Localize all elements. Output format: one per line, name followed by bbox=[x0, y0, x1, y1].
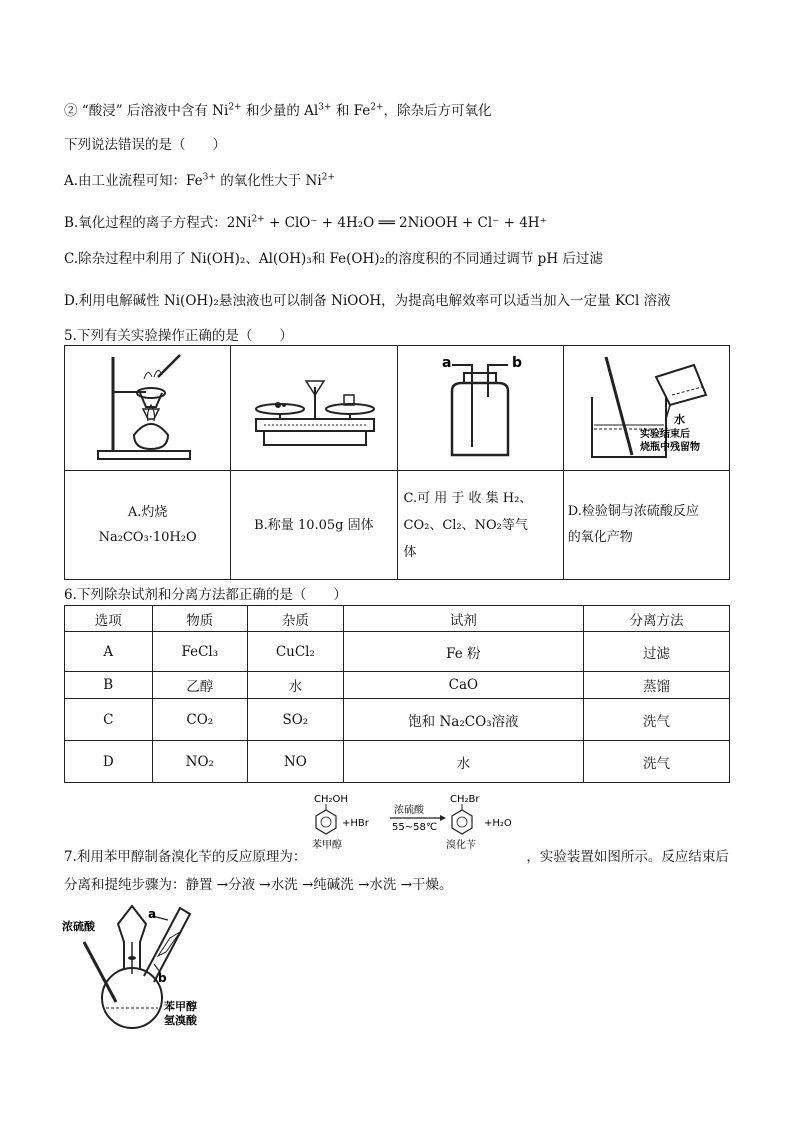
header-option: 选项 bbox=[65, 606, 153, 632]
label-hbr: 氢溴酸 bbox=[164, 1014, 197, 1027]
q5-caption-a bbox=[65, 471, 231, 580]
table-row bbox=[65, 699, 730, 741]
cell: A bbox=[65, 632, 153, 672]
q6-title: 6.下列除杂试剂和分离方法都正确的是（ ） bbox=[64, 587, 347, 603]
cell: B bbox=[65, 672, 153, 699]
cell: NO bbox=[248, 741, 344, 783]
q5-image-a bbox=[65, 346, 231, 471]
cell: 蒸馏 bbox=[584, 672, 730, 699]
cell: 洗气 bbox=[584, 741, 730, 783]
cell: SO₂ bbox=[248, 699, 344, 741]
header-method: 分离方法 bbox=[584, 606, 730, 632]
cell: Fe 粉 bbox=[343, 632, 583, 672]
cell: D bbox=[65, 741, 153, 783]
q5-image-b bbox=[231, 346, 397, 471]
header-reagent: 试剂 bbox=[343, 606, 583, 632]
reactant-name: 苯甲醇 bbox=[312, 840, 342, 851]
reflux-apparatus-illustration bbox=[62, 902, 202, 1034]
sup: 3+ bbox=[202, 172, 216, 183]
sup: 2+ bbox=[321, 172, 335, 183]
header-substance: 物质 bbox=[152, 606, 248, 632]
balance-illustration bbox=[234, 347, 394, 465]
caption-c-line1: C.可 用 于 收 集 H₂、 bbox=[403, 490, 533, 506]
label-residue: 烧瓶中残留物 bbox=[640, 442, 701, 453]
q5-caption-c bbox=[397, 471, 563, 580]
product-group: CH₂Br bbox=[450, 794, 480, 805]
question-stem: 下列说法错误的是（ ） bbox=[64, 137, 226, 153]
burner-crucible-illustration bbox=[68, 347, 228, 465]
cell: 水 bbox=[248, 672, 344, 699]
q5-table bbox=[64, 345, 730, 580]
table-row bbox=[65, 632, 730, 672]
cell: CO₂ bbox=[152, 699, 248, 741]
cell: CuCl₂ bbox=[248, 632, 344, 672]
cell: 过滤 bbox=[584, 632, 730, 672]
sup: 2+ bbox=[251, 214, 265, 225]
option-b-equation: + ClO⁻ + 4H₂O ══ 2NiOOH + Cl⁻ + 4H⁺ bbox=[269, 215, 547, 231]
label-water: 水 bbox=[674, 413, 686, 426]
label-conc-acid: 浓硫酸 bbox=[62, 920, 95, 933]
q5-caption-d bbox=[563, 471, 729, 580]
condition-acid: 浓硫酸 bbox=[394, 805, 424, 816]
caption-a-line1: A.灼烧 bbox=[127, 505, 168, 520]
condition-temp: 55~58℃ bbox=[392, 822, 438, 833]
q6-header-row bbox=[65, 606, 730, 632]
cell: C bbox=[65, 699, 153, 741]
beaker-dilution-illustration bbox=[566, 347, 726, 465]
label-benzyl-alcohol: 苯甲醇 bbox=[164, 1000, 197, 1013]
q7-text-prefix: 7.利用苯甲醇制备溴化苄的反应原理为： bbox=[64, 849, 307, 865]
q5-title: 5.下列有关实验操作正确的是（ ） bbox=[64, 328, 293, 344]
reactant-group: CH₂OH bbox=[314, 794, 348, 805]
label-after-experiment: 实验结束后 bbox=[640, 429, 691, 440]
option-b bbox=[64, 211, 547, 231]
intro-text-b: 和少量的 Al bbox=[241, 103, 319, 119]
caption-a-line2: Na₂CO₃·10H₂O bbox=[98, 530, 197, 545]
product-name: 溴化苄 bbox=[446, 840, 476, 851]
plus-hbr: +HBr bbox=[342, 818, 369, 829]
plus-water: +H₂O bbox=[484, 818, 512, 829]
option-c: C.除杂过程中利用了 Ni(OH)₂、Al(OH)₃和 Fe(OH)₂的溶度积的不同通过调节 pH 后过滤 bbox=[64, 251, 603, 267]
caption-c-line3: 体 bbox=[403, 544, 417, 560]
sup: 3+ bbox=[318, 102, 332, 113]
cell: 饱和 Na₂CO₃溶液 bbox=[343, 699, 583, 741]
intro-text-a: ② “酸浸” 后溶液中含有 Ni bbox=[64, 103, 229, 119]
option-d: D.利用电解碱性 Ni(OH)₂悬浊液也可以制备 NiOOH，为提高电解效率可以适当加入一定量 KCl 溶液 bbox=[64, 293, 671, 309]
sup: 2+ bbox=[228, 102, 242, 113]
label-b: b bbox=[158, 971, 167, 985]
header-impurity: 杂质 bbox=[248, 606, 344, 632]
label-a: a bbox=[148, 907, 157, 921]
label-b: b bbox=[512, 355, 523, 371]
table-row bbox=[65, 741, 730, 783]
q7-line-2: 分离和提纯步骤为：静置 →分液 →水洗 →纯碱洗 →水洗 →干燥。 bbox=[64, 877, 453, 893]
option-a-text-2: 的氧化性大于 Ni bbox=[215, 173, 322, 189]
gas-bottle-illustration bbox=[400, 347, 560, 465]
caption-d-line2: 的氧化产物 bbox=[567, 530, 633, 545]
cell: 水 bbox=[343, 741, 583, 783]
cell: NO₂ bbox=[152, 741, 248, 783]
q7-text-suffix: ，实验装置如图所示。反应结束后 bbox=[526, 849, 729, 865]
cell: 洗气 bbox=[584, 699, 730, 741]
q5-image-d bbox=[563, 346, 729, 471]
sup: 2+ bbox=[370, 102, 384, 113]
label-a: a bbox=[442, 355, 452, 371]
reaction-scheme bbox=[312, 790, 532, 852]
q5-image-c bbox=[397, 346, 563, 471]
cell: 乙醇 bbox=[152, 672, 248, 699]
q6-table bbox=[64, 605, 730, 783]
q5-caption-b: B.称量 10.05g 固体 bbox=[231, 471, 397, 580]
cell: FeCl₃ bbox=[152, 632, 248, 672]
table-row bbox=[65, 672, 730, 699]
caption-d-line1: D.检验铜与浓硫酸反应 bbox=[567, 504, 699, 519]
option-a-text: A.由工业流程可知：Fe bbox=[64, 173, 203, 189]
intro-text-d: ，除杂后方可氧化 bbox=[383, 103, 492, 119]
option-a bbox=[64, 169, 335, 189]
intro-line-1 bbox=[64, 99, 492, 119]
intro-text-c: 和 Fe bbox=[331, 103, 371, 119]
option-b-text: B.氧化过程的离子方程式：2Ni bbox=[64, 215, 252, 231]
caption-c-line2: CO₂、Cl₂、NO₂等气 bbox=[403, 517, 528, 533]
q7-line-1 bbox=[64, 845, 729, 865]
cell: CaO bbox=[343, 672, 583, 699]
